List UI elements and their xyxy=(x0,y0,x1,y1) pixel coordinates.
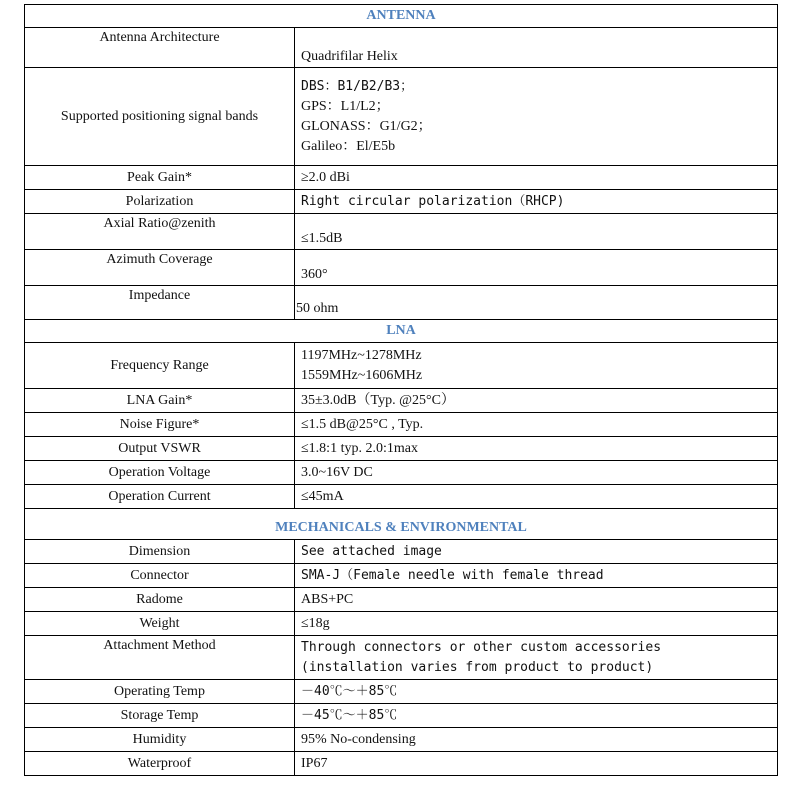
spec-row xyxy=(25,28,778,68)
spec-value: 95% No-condensing xyxy=(295,728,778,752)
spec-row xyxy=(25,437,778,461)
spec-label: Weight xyxy=(25,612,295,636)
spec-value: 35±3.0dB（Typ. @25°C） xyxy=(295,389,778,413)
spec-row xyxy=(25,540,778,564)
spec-row xyxy=(25,389,778,413)
spec-label: Connector xyxy=(25,564,295,588)
spec-row xyxy=(25,485,778,509)
spec-row xyxy=(25,286,778,320)
band-line: DBS：B1/B2/B3； xyxy=(301,78,414,94)
spec-label: Operation Voltage xyxy=(25,461,295,485)
spec-value xyxy=(295,343,778,389)
spec-value: 50 ohm xyxy=(295,286,778,320)
spec-value: 3.0~16V DC xyxy=(295,461,778,485)
spec-label: Frequency Range xyxy=(25,343,295,389)
spec-value: ≥2.0 dBi xyxy=(295,166,778,190)
spec-label: Supported positioning signal bands xyxy=(25,68,295,166)
spec-label: Attachment Method xyxy=(25,636,295,680)
spec-row xyxy=(25,166,778,190)
frequency-line: 1197MHz~1278MHz xyxy=(301,347,422,363)
band-line: GLONASS：G1/G2； xyxy=(301,118,432,134)
band-line: GPS：L1/L2； xyxy=(301,98,390,114)
spec-value: SMA-J（Female needle with female thread xyxy=(295,564,778,588)
spec-label: Noise Figure* xyxy=(25,413,295,437)
spec-value: Right circular polarization（RHCP) xyxy=(295,190,778,214)
spec-label: Humidity xyxy=(25,728,295,752)
spec-row xyxy=(25,413,778,437)
section-header-antenna xyxy=(25,5,778,28)
spec-row xyxy=(25,728,778,752)
frequency-line: 1559MHz~1606MHz xyxy=(301,367,423,383)
spec-value: ≤18g xyxy=(295,612,778,636)
spec-value: Quadrifilar Helix xyxy=(295,28,778,68)
spec-row xyxy=(25,612,778,636)
spec-value xyxy=(295,636,778,680)
spec-label: Impedance xyxy=(25,286,295,320)
spec-label: Storage Temp xyxy=(25,704,295,728)
section-title: LNA xyxy=(25,320,778,343)
spec-label: Operation Current xyxy=(25,485,295,509)
spec-value: See attached image xyxy=(295,540,778,564)
spec-row xyxy=(25,68,778,166)
spec-label: Output VSWR xyxy=(25,437,295,461)
spec-row xyxy=(25,214,778,250)
spec-value: 360° xyxy=(295,250,778,286)
spec-value: IP67 xyxy=(295,752,778,776)
spec-label: Axial Ratio@zenith xyxy=(25,214,295,250)
spec-row xyxy=(25,752,778,776)
spec-value: ≤1.5dB xyxy=(295,214,778,250)
spec-row xyxy=(25,636,778,680)
attachment-line: (installation varies from product to product) xyxy=(301,659,654,675)
spec-row xyxy=(25,190,778,214)
spec-value: ABS+PC xyxy=(295,588,778,612)
spec-label: Dimension xyxy=(25,540,295,564)
spec-row xyxy=(25,461,778,485)
spec-row xyxy=(25,250,778,286)
spec-value xyxy=(295,68,778,166)
spec-label: Radome xyxy=(25,588,295,612)
section-title: ANTENNA xyxy=(25,5,778,28)
spec-label: LNA Gain* xyxy=(25,389,295,413)
band-line: Galileo：El/E5b xyxy=(301,138,396,154)
spec-label: Peak Gain* xyxy=(25,166,295,190)
spec-value: ≤1.8:1 typ. 2.0:1max xyxy=(295,437,778,461)
spec-label: Azimuth Coverage xyxy=(25,250,295,286)
spec-value: ≤45mA xyxy=(295,485,778,509)
spec-row xyxy=(25,564,778,588)
spec-value: ≤1.5 dB@25°C , Typ. xyxy=(295,413,778,437)
spec-row xyxy=(25,680,778,704)
attachment-line: Through connectors or other custom accessories xyxy=(301,639,662,655)
spec-row xyxy=(25,704,778,728)
spec-label: Operating Temp xyxy=(25,680,295,704)
section-header-mechanicals xyxy=(25,509,778,540)
spec-label: Antenna Architecture xyxy=(25,28,295,68)
spec-label: Waterproof xyxy=(25,752,295,776)
spec-label: Polarization xyxy=(25,190,295,214)
section-header-lna xyxy=(25,320,778,343)
spec-row xyxy=(25,588,778,612)
spec-value: －45℃～＋85℃ xyxy=(295,704,778,728)
spec-table xyxy=(24,4,778,776)
spec-row xyxy=(25,343,778,389)
section-title: MECHANICALS & ENVIRONMENTAL xyxy=(25,509,778,540)
spec-value: －40℃～＋85℃ xyxy=(295,680,778,704)
